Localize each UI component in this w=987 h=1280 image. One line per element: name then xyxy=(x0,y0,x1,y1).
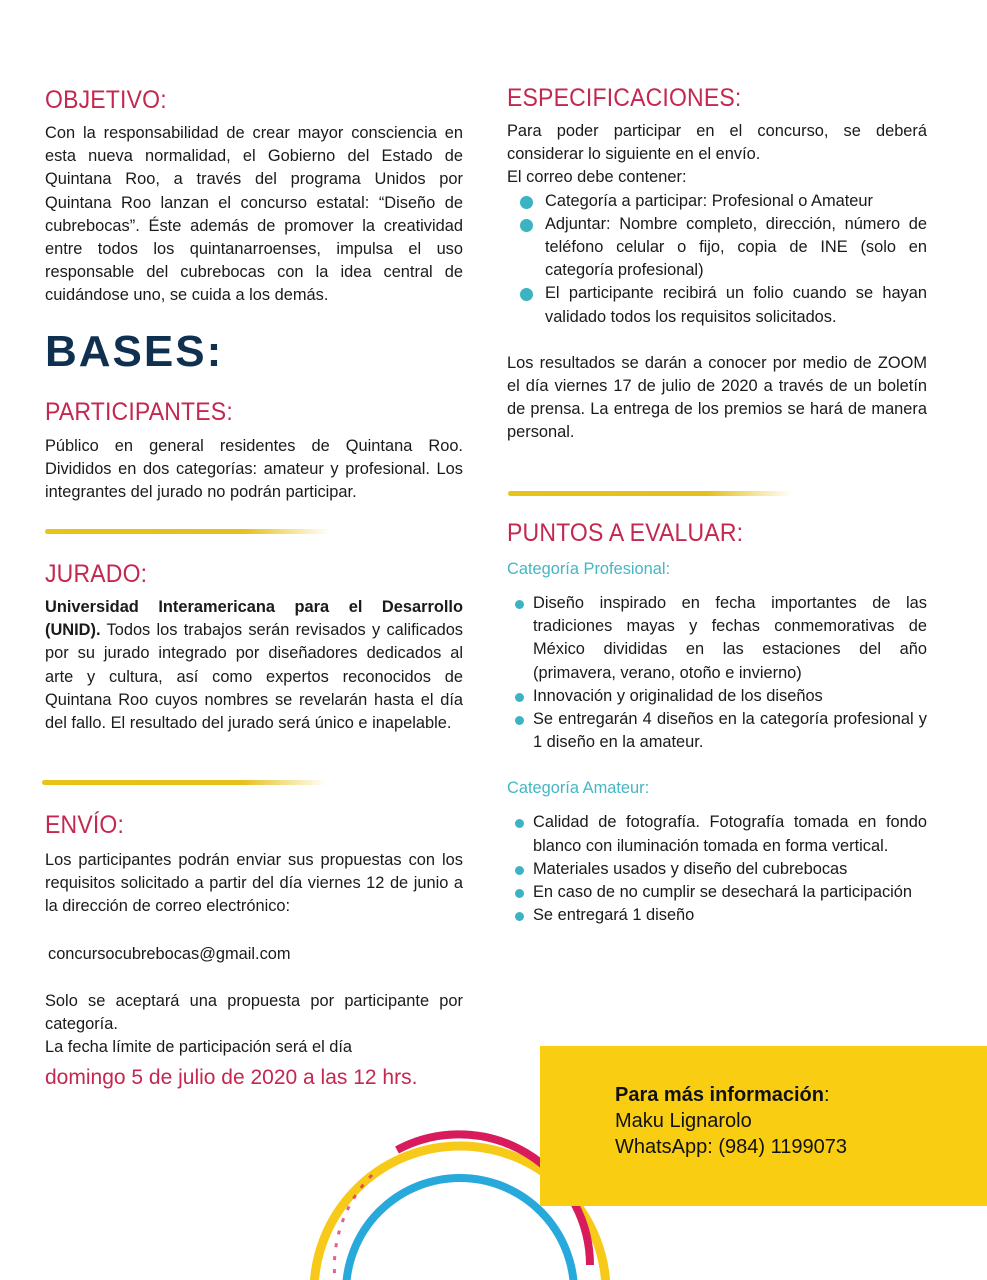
jurado-text: Todos los trabajos serán revisados y calificados por su jurado integrado por diseñadores dedicados al arte y cultura, así como expertos reconocidos de Quintana Roo cuyos nombres se revelarán hasta el día del fallo. El resultado del jurado será único e inapelable. xyxy=(45,621,463,733)
profesional-list xyxy=(507,592,927,754)
especificaciones-list xyxy=(507,190,927,329)
list-item: Innovación y originalidad de los diseños xyxy=(507,685,927,708)
brush-divider xyxy=(42,780,327,785)
bases-title: BASES: xyxy=(45,327,224,376)
list-item: Materiales usados y diseño del cubrebocas xyxy=(507,858,927,881)
list-item: Calidad de fotografía. Fotografía tomada en fondo blanco con iluminación tomada en forma vertical. xyxy=(507,811,927,857)
jurado-body xyxy=(45,596,463,735)
bullet-icon xyxy=(515,716,524,725)
list-item: En caso de no cumplir se desechará la participación xyxy=(507,881,927,904)
especificaciones-lead: El correo debe contener: xyxy=(507,168,687,187)
bullet-icon xyxy=(520,288,533,301)
contact-email[interactable]: concursocubrebocas@gmail.com xyxy=(48,944,291,963)
ring-magenta-faint xyxy=(334,1175,372,1280)
info-name: Maku Lignarolo xyxy=(615,1110,752,1132)
list-item: Adjuntar: Nombre completo, dirección, número de teléfono celular o fijo, copia de INE (solo en categoría profesional) xyxy=(507,213,927,283)
categoria-amateur-label: Categoría Amateur: xyxy=(507,779,650,798)
list-item: Se entregarán 4 diseños en la categoría profesional y 1 diseño en la amateur. xyxy=(507,708,927,754)
list-item: Diseño inspirado en fecha importantes de las tradiciones mayas y fechas conmemorativas de México divididas en las estaciones del año (primavera, verano, otoño e invierno) xyxy=(507,592,927,685)
bullet-icon xyxy=(515,693,524,702)
bases-section xyxy=(45,328,463,376)
especificaciones-title: ESPECIFICACIONES: xyxy=(507,84,742,112)
brush-divider xyxy=(45,529,330,534)
bullet-icon xyxy=(520,219,533,232)
especificaciones-section xyxy=(507,84,927,445)
amateur-list xyxy=(507,811,927,927)
envio-body: Los participantes podrán enviar sus propuestas con los requisitos solicitado a partir del día viernes 12 de junio a la dirección de correo electrónico: xyxy=(45,851,463,916)
info-box xyxy=(540,1046,987,1206)
bullet-icon xyxy=(515,912,524,921)
bullet-icon xyxy=(520,196,533,209)
envio-section xyxy=(45,811,463,1091)
info-title: Para más información xyxy=(615,1084,824,1106)
objetivo-section xyxy=(45,86,463,308)
list-item: Se entregará 1 diseño xyxy=(507,904,927,927)
objetivo-body: Con la responsabilidad de crear mayor consciencia en esta nueva normalidad, el Gobierno del Estado de Quintana Roo, a través del programa Unidos por Quintana Roo lanzan el concurso estatal: “Diseño de cubrebocas”. Éste además de promover la creatividad entre todos los quintanarroenses, impulsa el uso responsable del cubrebocas con la idea central de cuidándose uno, se cuida a los demás. xyxy=(45,124,463,305)
jurado-title: JURADO: xyxy=(45,560,148,588)
categoria-profesional-label: Categoría Profesional: xyxy=(507,560,671,578)
list-item: El participante recibirá un folio cuando se hayan validado todos los requisitos solicitados. xyxy=(507,282,927,328)
envio-note-two: La fecha límite de participación será el día xyxy=(45,1038,353,1057)
info-whatsapp[interactable]: WhatsApp: (984) 1199073 xyxy=(615,1136,848,1158)
objetivo-title: OBJETIVO: xyxy=(45,86,167,114)
info-title-row: Para más información: xyxy=(615,1084,830,1106)
brush-divider xyxy=(508,491,793,496)
participantes-title: PARTICIPANTES: xyxy=(45,398,233,426)
results-text: Los resultados se darán a conocer por medio de ZOOM el día viernes 17 de julio de 2020 a través de un boletín de prensa. La entrega de los premios se hará de manera personal. xyxy=(507,353,927,442)
participantes-section xyxy=(45,398,463,505)
bullet-icon xyxy=(515,889,524,898)
bullet-icon xyxy=(515,866,524,875)
list-item: Categoría a participar: Profesional o Amateur xyxy=(507,190,927,213)
especificaciones-intro: Para poder participar en el concurso, se deberá considerar lo siguiente en el envío. xyxy=(507,122,927,164)
bullet-icon xyxy=(515,819,524,828)
deadline: domingo 5 de julio de 2020 a las 12 hrs. xyxy=(45,1066,418,1090)
envio-title: ENVÍO: xyxy=(45,811,125,839)
puntos-title: PUNTOS A EVALUAR: xyxy=(507,519,744,547)
puntos-section xyxy=(507,519,927,927)
envio-note-one: Solo se aceptará una propuesta por participante por categoría. xyxy=(45,991,463,1034)
jurado-section xyxy=(45,560,463,735)
bullet-icon xyxy=(515,600,524,609)
info-content xyxy=(615,1082,847,1160)
participantes-body: Público en general residentes de Quintana Roo. Divididos en dos categorías: amateur y profesional. Los integrantes del jurado no podrán participar. xyxy=(45,437,463,502)
jurado-org: Universidad Interamericana para el Desarrollo (UNID). xyxy=(45,598,463,640)
